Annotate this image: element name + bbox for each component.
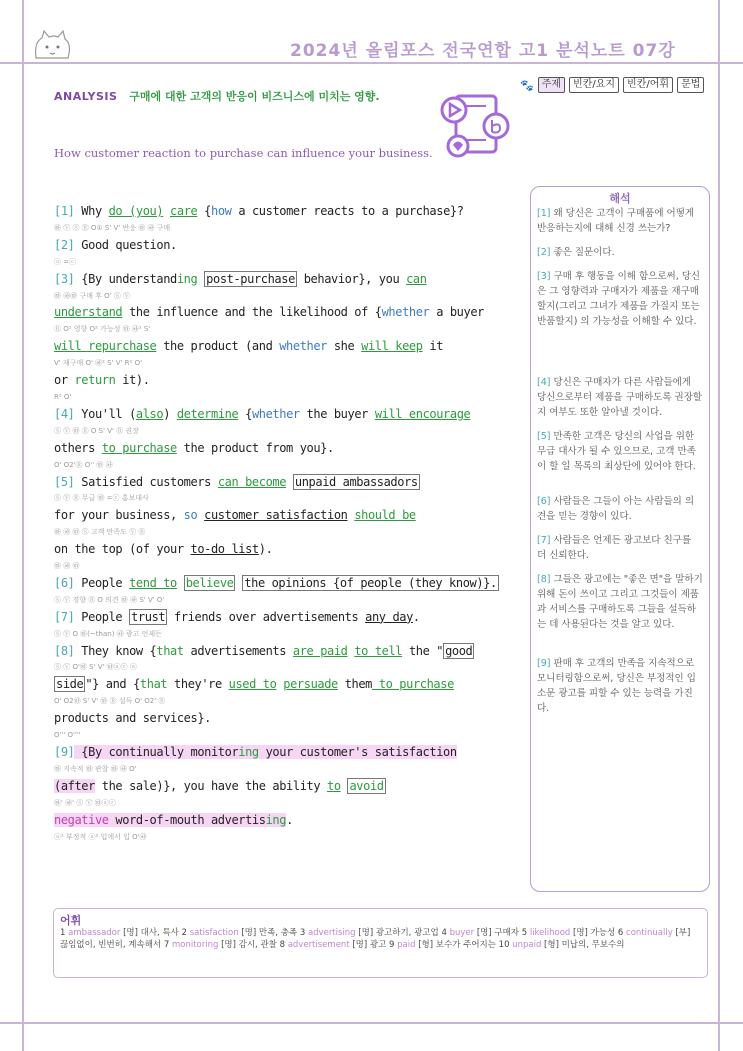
sentence-line — [54, 507, 494, 524]
text-span: ing — [265, 812, 287, 827]
translation-number: [8] — [537, 574, 551, 585]
tag-grammar: 문법 — [677, 77, 704, 93]
text-span: Why — [74, 204, 109, 218]
text-span: can — [406, 271, 427, 286]
media-play-icon — [438, 90, 514, 160]
text-span: the product (and — [156, 339, 280, 354]
text-span: to purchase — [101, 440, 177, 455]
sentence-line — [54, 541, 494, 558]
sentence-line — [54, 744, 494, 761]
text-span: persuade — [283, 677, 338, 692]
vocab-word: paid — [397, 940, 416, 950]
translation-item — [537, 375, 703, 420]
text-span: are paid — [292, 643, 348, 658]
footer-divider — [0, 1022, 743, 1024]
grammar-gloss: Ⓢ Ⓥ 경향 Ⓡ O 의견 ㉻ ㉷ S' V' O' — [54, 595, 165, 604]
sentence-number: [4] — [54, 406, 75, 421]
translation-text: 왜 당신은 고객이 구매품에 어떻게 반응하는지에 대해 신경 쓰는가? — [537, 208, 695, 234]
text-span: negative — [54, 812, 109, 827]
sentence-line — [54, 710, 494, 727]
sentence-line — [54, 338, 494, 355]
translation-text: 좋은 질문이다. — [550, 247, 615, 258]
text-span: the " — [402, 643, 444, 658]
text-span: unpaid ambassadors — [294, 474, 418, 489]
text-span: "} and { — [85, 677, 140, 692]
grammar-gloss: V' 재구매 O' ㉷² S' V' R² O' — [54, 359, 142, 368]
text-span: ) — [163, 406, 177, 421]
grammar-gloss: O' O2'Ⓡ O'' ㉻ ㉷ — [54, 460, 113, 469]
vocab-word: advertisement — [287, 940, 350, 950]
text-span: avoid — [349, 778, 384, 793]
sentence-number: [1] — [54, 204, 75, 218]
text-span: the product from you}. — [176, 440, 334, 455]
sentence-line — [54, 237, 494, 254]
text-span: whether — [251, 406, 300, 421]
text-span: how — [211, 204, 232, 218]
translation-item — [537, 533, 703, 563]
vocab-word: buyer — [449, 928, 475, 938]
sentence-line — [54, 304, 494, 321]
grammar-gloss: Ⓢ Ⓥ Ⓡ 무급 ㉻ =ⓒ 홍보대사 — [54, 494, 149, 503]
vocab-number: 6 — [617, 928, 624, 938]
translation-item — [537, 269, 703, 329]
text-span: on the top (of your — [54, 542, 191, 557]
analysis-korean-topic: 구매에 대한 고객의 반응이 비즈니스에 미치는 영향. — [129, 90, 380, 103]
sentence-line — [54, 271, 494, 288]
text-span: others — [54, 440, 102, 455]
sentence-line — [54, 676, 494, 693]
text-span: the opinions {of people (they know)}. — [244, 575, 497, 590]
translation-text: 사람들은 그들이 아는 사람들의 의견을 믿는 경향이 있다. — [537, 496, 695, 522]
paw-icon: 🐾 — [520, 78, 534, 92]
translation-number: [6] — [537, 496, 551, 507]
text-span: she — [327, 339, 362, 354]
analysis-heading — [54, 88, 380, 104]
grammar-gloss: ㉻ ㉷㉻ 구매 후 O' Ⓢ Ⓥ — [54, 291, 131, 300]
cat-mascot-icon — [30, 28, 74, 68]
vocab-number: 2 — [181, 928, 187, 938]
text-span: whether — [279, 339, 327, 354]
text-span: People — [74, 575, 130, 590]
text-span: {By continually monitor — [74, 745, 239, 759]
sentence-number: [6] — [54, 575, 75, 590]
grammar-gloss: ㉻' ㉷' Ⓢ Ⓥ ㉻ⓐⓡ — [54, 798, 116, 807]
text-span: advertisements — [183, 643, 293, 658]
text-span: friends over advertisements — [167, 609, 366, 624]
text-span: trust — [131, 609, 166, 624]
translation-item — [537, 429, 703, 474]
text-span: that — [156, 643, 184, 658]
text-span: whether — [381, 305, 430, 320]
sentence-line — [54, 440, 494, 457]
text-span: will repurchase — [54, 339, 157, 354]
grammar-gloss: ⓐ¹ 부정적 ⓐ² 입에서 입 O'㉷ — [54, 832, 147, 841]
vocabulary-list — [60, 927, 701, 951]
translation-item — [537, 494, 703, 524]
text-span: behavior}, you — [296, 271, 407, 286]
text-span: ing — [238, 745, 259, 759]
text-span: any day — [365, 609, 413, 624]
translation-item — [537, 656, 703, 716]
translation-text: 당신은 구매자가 다른 사람들에게 당신으로부터 제품을 구매하도록 권장할지 여부도 또한 알아낼 것이다. — [537, 377, 703, 418]
vocab-number: 9 — [389, 940, 395, 950]
sentence-number: [5] — [54, 474, 75, 489]
text-span: for your business, — [54, 508, 184, 523]
vocab-meaning: [명] 구매자 — [476, 928, 519, 938]
vocab-word: advertising — [307, 928, 356, 938]
text-span: . — [412, 609, 420, 624]
grammar-gloss: ⓐ =ⓒ — [54, 257, 77, 266]
text-span: a buyer — [429, 305, 484, 320]
text-span: believe — [185, 575, 234, 590]
vocab-number: 10 — [498, 940, 510, 950]
sentence-number: [3] — [54, 271, 75, 286]
vocab-word: continually — [626, 928, 673, 938]
grammar-gloss: O''' O'''' — [54, 731, 81, 740]
text-span: to-do list — [190, 542, 259, 557]
text-span — [286, 475, 293, 489]
text-span: to — [327, 778, 341, 793]
grammar-gloss: ㉻ 지속적 ㉻ 관찰 ㉻ ㉷ O' — [54, 764, 137, 773]
translation-number: [1] — [537, 208, 551, 219]
text-span: determine — [176, 406, 239, 421]
text-span: post-purchase — [206, 271, 295, 286]
text-span: that — [139, 677, 168, 692]
sentence-number: [2] — [54, 237, 75, 252]
vocab-word: unpaid — [512, 940, 542, 950]
text-span: { — [197, 204, 212, 218]
header-divider — [0, 62, 743, 64]
vocab-number: 8 — [279, 940, 285, 950]
sentence-line — [54, 474, 494, 491]
translation-number: [3] — [537, 271, 551, 282]
vocab-meaning: [형] 보수가 주어지는 — [418, 940, 496, 950]
translation-number: [4] — [537, 377, 551, 388]
vocab-meaning: [명] 감시, 관찰 — [221, 940, 277, 950]
left-border-line — [22, 0, 24, 1051]
analysis-passage — [54, 203, 497, 845]
translation-number: [7] — [537, 535, 551, 546]
translation-text: 구매 후 행동을 이해 함으로써, 당신은 그 영향력과 구매자가 제품을 재구매 할지(그리고 그녀가 제품을 가질지 또는 반품할지) 의 가능성을 이해할 수 있다. — [537, 271, 701, 327]
tag-blank-gist: 빈칸/요지 — [569, 77, 619, 93]
text-span: them — [337, 677, 372, 692]
text-span: do (you) — [108, 204, 164, 218]
text-span: it). — [115, 373, 150, 388]
vocab-number: 7 — [163, 940, 170, 950]
sentence-line — [54, 575, 497, 592]
text-span: the buyer — [299, 406, 375, 421]
vocab-word: monitoring — [171, 940, 219, 950]
vocab-word: ambassador — [68, 928, 121, 938]
text-span: tend to — [129, 575, 177, 590]
translation-number: [5] — [537, 431, 551, 442]
text-span: can become — [217, 474, 287, 489]
vocab-meaning: [명] 가능성 — [573, 928, 616, 938]
vocab-number: 4 — [441, 928, 447, 938]
vocab-meaning: [명] 대사, 특사 — [123, 928, 179, 938]
vocabulary-title: 어휘 — [60, 914, 82, 927]
sentence-number: [9] — [54, 745, 75, 759]
text-span: understand — [54, 305, 123, 320]
text-span: products and services}. — [54, 711, 211, 726]
vocab-meaning: [명] 만족, 충족 — [241, 928, 298, 938]
sentence-number: [8] — [54, 643, 75, 658]
vocab-number: 3 — [299, 928, 306, 938]
text-span: should be — [354, 508, 416, 523]
text-span: (after — [54, 778, 95, 793]
text-span: You'll ( — [74, 406, 136, 421]
text-span: so — [183, 508, 198, 523]
translation-text: 사람들은 언제든 광고보다 친구를 더 신뢰한다. — [537, 535, 692, 561]
text-span: {By understand — [74, 271, 177, 286]
sentence-line — [54, 406, 494, 423]
document-title: 2024년 올림포스 전국연합 고1 분석노트 07강 — [290, 41, 676, 61]
translation-item — [537, 245, 703, 260]
text-span: return — [74, 373, 116, 388]
grammar-gloss: ㉻ ㉷ ㉻ Ⓢ 고객 만족도 Ⓥ Ⓡ — [54, 528, 146, 537]
text-span: or — [54, 373, 75, 388]
tag-blank-vocab: 빈칸/어휘 — [623, 77, 673, 93]
text-span: { — [238, 406, 252, 421]
translation-panel — [530, 186, 710, 892]
vocab-number: 1 — [60, 928, 66, 938]
translation-item — [537, 572, 703, 632]
translation-item — [537, 206, 703, 236]
grammar-gloss: Ⓢ Ⓥ O'㉻ S' V' ㉻ⓐⓡ ⓐ — [54, 663, 137, 672]
sentence-number: [7] — [54, 609, 75, 624]
analysis-english-topic: How customer reaction to purchase can influence your business. — [54, 146, 433, 160]
text-span: will encourage — [374, 406, 471, 421]
vocab-meaning: [명] 광고하기, 광고업 — [358, 928, 439, 938]
vocab-word: likelihood — [529, 928, 571, 938]
text-span: to tell — [354, 643, 403, 658]
text-span: People — [74, 609, 130, 624]
vocab-word: satisfaction — [189, 928, 239, 938]
grammar-gloss: ㉻ ㉷ ㉻ — [54, 562, 80, 571]
vocabulary-box — [53, 908, 708, 978]
grammar-gloss: Ⓡ O¹ 영향 O² 가능성 ㉻ ㉷¹ S' — [54, 325, 151, 334]
grammar-gloss: Ⓢ Ⓥ O ㉻(~than) ㉷ 광고 언제든 — [54, 629, 162, 638]
text-span: to purchase — [372, 677, 454, 692]
grammar-gloss: ㉻ Ⓥ Ⓢ Ⓡ O① S' V' 반응 ㉻ ㉷ 구매 — [54, 223, 171, 232]
translation-text: 만족한 고객은 당신의 사업을 위한 무급 대사가 될 수 있으므로, 고객 만족이 할 일 목록의 최상단에 있어야 한다. — [537, 431, 696, 472]
text-span: a customer reacts to a purchase}? — [231, 204, 464, 218]
text-span: will keep — [361, 339, 423, 354]
text-span: Good question. — [74, 237, 177, 252]
text-span — [177, 576, 184, 590]
right-border-line — [718, 0, 720, 1051]
sentence-line — [54, 778, 494, 795]
sentence-line — [54, 643, 494, 660]
vocab-meaning: [형] 미납의, 무보수의 — [544, 940, 625, 950]
text-span: the sale)}, you have the ability — [94, 778, 327, 793]
text-span: they're — [167, 677, 229, 692]
tag-topic: 주제 — [538, 77, 565, 93]
text-span: customer satisfaction — [204, 508, 348, 523]
grammar-gloss: O' O2㉻ S' V' ㉻ Ⓡ 설득 O' O2' Ⓡ — [54, 697, 166, 706]
text-span: word-of-mouth advertis — [108, 812, 266, 827]
grammar-gloss: Ⓢ Ⓥ ㉻ Ⓡ O S' V' Ⓡ 권장 — [54, 426, 139, 435]
vocab-number: 5 — [521, 928, 528, 938]
sentence-line — [54, 372, 494, 389]
text-span: Satisfied customers — [74, 474, 218, 489]
text-span: it — [422, 339, 444, 354]
text-span: good — [445, 643, 473, 658]
translation-number: [2] — [537, 247, 551, 258]
text-span: care — [170, 204, 198, 218]
text-span: side — [56, 677, 84, 692]
translation-title: 해석 — [609, 192, 631, 205]
text-span: your customer's satisfaction — [258, 745, 457, 759]
sentence-line — [54, 609, 494, 626]
text-span: ing — [176, 271, 198, 286]
analysis-label: ANALYSIS — [54, 90, 118, 103]
translation-text: 판매 후 고객의 만족을 지속적으로 모니터링함으로써, 당신은 부정적인 입소문 광고를 피할 수 있는 능력을 가진다. — [537, 658, 696, 714]
sentence-line — [54, 203, 494, 220]
vocab-meaning: [부] 끊임없이, 빈번히, 계속해서 — [60, 928, 691, 950]
text-span: also — [135, 406, 164, 421]
vocab-meaning: [명] 광고 — [352, 940, 387, 950]
text-span: the influence and the likelihood of { — [122, 305, 382, 320]
text-span: used to — [228, 677, 277, 692]
translation-text: 그들은 광고에는 "좋은 면"을 말하기 위해 돈이 쓰이고 그리고 그것들이 제품과 서비스를 구매하도록 그들을 설득하는 데 사용된다는 것을 알고 있다. — [537, 574, 703, 630]
text-span: ). — [258, 542, 273, 557]
text-span: They know { — [74, 643, 157, 658]
category-tags — [520, 77, 704, 93]
grammar-gloss: R² O' — [54, 392, 72, 401]
sentence-line — [54, 812, 494, 829]
text-span: . — [286, 812, 293, 827]
translation-number: [9] — [537, 658, 551, 669]
